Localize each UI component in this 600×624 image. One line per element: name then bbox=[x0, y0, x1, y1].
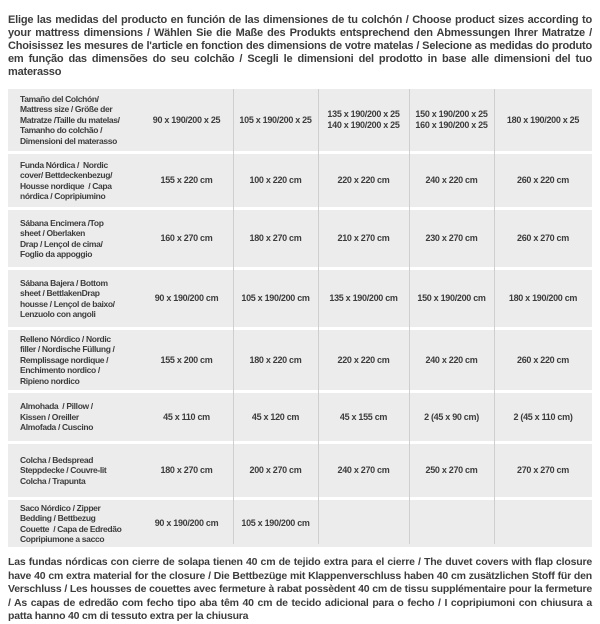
size-cell: 90 x 190/200 cm bbox=[154, 518, 219, 528]
table-row-bottom-sheet bbox=[8, 270, 592, 327]
table-row-nordic-filler bbox=[8, 330, 592, 390]
size-cell: 260 x 220 cm bbox=[517, 175, 569, 185]
column-divider bbox=[318, 89, 319, 544]
size-cell: 100 x 220 cm bbox=[249, 175, 302, 185]
size-cell: 135 x 190/200 x 25 140 x 190/200 x 25 bbox=[327, 109, 400, 130]
size-cell: 105 x 190/200 x 25 bbox=[239, 114, 312, 125]
size-cell: 200 x 270 cm bbox=[249, 465, 302, 475]
size-cell: 45 x 120 cm bbox=[251, 411, 300, 422]
size-cell: 155 x 200 cm bbox=[160, 354, 213, 365]
size-cell: 250 x 270 cm bbox=[425, 465, 478, 475]
table-row-duvet-cover bbox=[8, 154, 592, 207]
size-cell: 90 x 190/200 x 25 bbox=[152, 114, 221, 125]
size-cell: 180 x 190/200 x 25 bbox=[506, 114, 580, 125]
table-row-pillow bbox=[8, 393, 592, 441]
size-cell: 240 x 270 cm bbox=[337, 465, 390, 475]
row-label: Almohada / Pillow / Kissen / Oreiller Almofada / Cuscino bbox=[20, 401, 94, 433]
table-header-row bbox=[8, 89, 592, 151]
row-label: Sábana Bajera / Bottom sheet / BettlakenDrap housse / Lençol de baixo/ Lenzuolo con angoli bbox=[20, 277, 115, 319]
row-label: Tamaño del Colchón/ Mattress size / Größe der Matratze /Taille du matelas/ Tamanho do colchão / Dimensioni del materasso bbox=[20, 93, 120, 146]
size-cell: 150 x 190/200 x 25 160 x 190/200 x 25 bbox=[415, 109, 488, 130]
table-row-bedspread bbox=[8, 444, 592, 497]
size-cell: 230 x 270 cm bbox=[425, 233, 478, 243]
size-cell: 180 x 270 cm bbox=[160, 465, 213, 475]
footer-note: Las fundas nórdicas con cierre de solapa tienen 40 cm de tejido extra para el cierre / The duvet covers with flap closure have 40 cm extra material for the closure / Die Bettbezüge mit Klappenverschluss haben 40 cm zusätzlichen Stoff für den Verschluss / Les housses de couettes avec fermeture à rabat possèdent 40 cm de tissu supplémentaire pour la fermeture / As capas de edredão com fecho tipo aba têm 40 cm de tecido adicional para o fecho / I copripiumoni con chiusura a patta hanno 40 cm di tessuto extra per la chiusura bbox=[8, 556, 592, 622]
size-cell: 105 x 190/200 cm bbox=[241, 518, 310, 528]
size-cell: 45 x 155 cm bbox=[339, 411, 388, 422]
size-cell: 260 x 220 cm bbox=[517, 354, 569, 365]
column-divider bbox=[409, 89, 410, 544]
table-row-top-sheet bbox=[8, 210, 592, 267]
size-cell: 150 x 190/200 cm bbox=[417, 293, 486, 303]
size-cell: 45 x 110 cm bbox=[163, 411, 210, 422]
size-cell: 270 x 270 cm bbox=[517, 465, 569, 475]
row-label: Sábana Encimera /Top sheet / Oberlaken Drap / Lençol de cima/ Foglio da appoggio bbox=[20, 217, 104, 259]
size-cell: 160 x 270 cm bbox=[160, 233, 213, 243]
size-cell: 90 x 190/200 cm bbox=[154, 293, 219, 303]
size-cell: 135 x 190/200 cm bbox=[329, 293, 398, 303]
row-label: Colcha / Bedspread Steppdecke / Couvre-lit Colcha / Trapunta bbox=[20, 454, 107, 486]
row-label: Saco Nórdico / Zipper Bedding / Bettbezug Couette / Capa de Edredão Copripiumone a sacco bbox=[20, 502, 122, 544]
size-cell: 220 x 220 cm bbox=[337, 175, 390, 185]
size-cell: 210 x 270 cm bbox=[337, 233, 390, 243]
column-divider bbox=[494, 89, 495, 544]
row-label: Funda Nórdica / Nordic cover/ Bettdeckenbezug/ Housse nordique / Capa nórdica / Copripiumino bbox=[20, 159, 113, 201]
size-cell: 240 x 220 cm bbox=[425, 354, 478, 365]
size-cell: 180 x 220 cm bbox=[249, 354, 302, 365]
size-cell: 220 x 220 cm bbox=[337, 354, 390, 365]
size-table bbox=[8, 89, 592, 547]
row-label: Relleno Nórdico / Nordic filler / Nordische Füllung / Remplissage nordique / Enchimento nordico / Ripieno nordico bbox=[20, 333, 115, 386]
column-divider bbox=[233, 89, 234, 544]
intro-text: Elige las medidas del producto en función de las dimensiones de tu colchón / Choose product sizes according to your mattress dimensions / Wählen Sie die Maße des Produkts entsprechend den Abmessungen Ihrer Matratze / Choisissez les mesures de l'article en fonction des dimensions de votre matelas / Selecione as medidas do produto em função das dimensões do seu colchão / Scegli le dimensioni del prodotto in base alle dimensioni del tuo materasso bbox=[8, 14, 592, 78]
size-cell: 2 (45 x 110 cm) bbox=[513, 411, 573, 422]
table-row-zipper-bedding bbox=[8, 500, 592, 547]
size-cell: 240 x 220 cm bbox=[425, 175, 478, 185]
size-cell: 2 (45 x 90 cm) bbox=[424, 411, 479, 422]
size-cell: 180 x 190/200 cm bbox=[508, 293, 578, 303]
size-cell: 155 x 220 cm bbox=[160, 175, 213, 185]
size-cell: 180 x 270 cm bbox=[249, 233, 302, 243]
size-cell: 105 x 190/200 cm bbox=[241, 293, 310, 303]
size-cell: 260 x 270 cm bbox=[517, 233, 569, 243]
